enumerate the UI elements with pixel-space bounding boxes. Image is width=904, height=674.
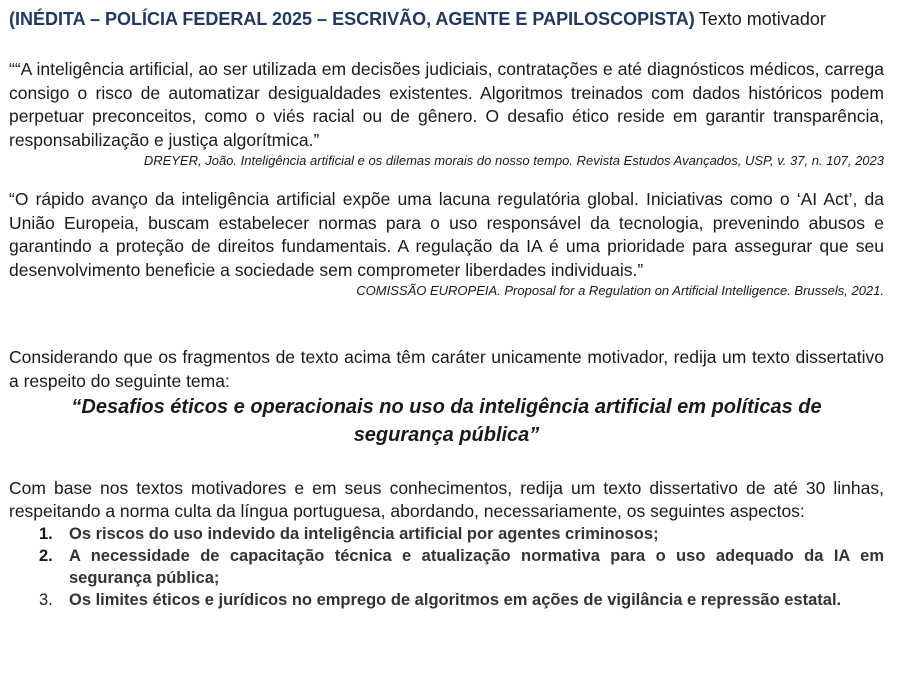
aspect-number: 3. xyxy=(39,591,53,609)
command-text: Considerando que os fragmentos de texto acima têm caráter unicamente motivador, redija um texto dissertativo a respeito do seguinte tema: xyxy=(9,347,884,391)
aspect-text: A necessidade de capacitação técnica e atualização normativa para o uso adequado da IA em segurança pública; xyxy=(69,547,884,587)
motivating-text-2: “O rápido avanço da inteligência artificial expõe uma lacuna regulatória global. Iniciativas como o ‘AI Act’, da União Europeia, buscam estabelecer normas para o uso responsável da tecnologia, prevenindo abusos e garantindo a proteção de direitos fundamentais. A regulação da IA é uma prioridade para assegurar que seu desenvolvimento beneficie a sociedade sem comprometer liberdades individuais.” xyxy=(9,189,884,280)
source-1: DREYER, João. Inteligência artificial e os dilemas morais do nosso tempo. Revista Estudos Avançados, USP, v. 37, n. 107, 2023 xyxy=(143,153,884,168)
aspect-item-2 xyxy=(39,545,884,589)
essay-theme: “Desafios éticos e operacionais no uso da inteligência artificial em políticas de segurança pública” xyxy=(71,396,822,446)
aspect-number: 2. xyxy=(39,547,53,565)
aspect-number: 1. xyxy=(39,525,53,543)
header-subtitle: Texto motivador xyxy=(698,9,826,29)
instructions-text: Com base nos textos motivadores e em seus conhecimentos, redija um texto dissertativo de até 30 linhas, respeitando a norma culta da língua portuguesa, abordando, necessariamente, os seguintes aspectos: xyxy=(9,478,884,521)
aspects-list xyxy=(9,523,884,611)
aspect-item-3 xyxy=(39,589,884,611)
aspect-text: Os riscos do uso indevido da inteligência artificial por agentes criminosos; xyxy=(69,525,659,543)
source-2 xyxy=(9,282,884,300)
aspect-item-1 xyxy=(39,523,884,545)
header xyxy=(9,6,884,32)
source-2-text: COMISSÃO EUROPEIA. Proposal for a Regulation on Artificial Intelligence. Brussels, 2021. xyxy=(356,283,884,298)
motivating-text-1: ““A inteligência artificial, ao ser utilizada em decisões judiciais, contratações e até diagnósticos médicos, carrega consigo o risco de automatizar desigualdades existentes. Algoritmos treinados com dados históricos podem perpetuar preconceitos, como o viés racial ou de gênero. O desafio ético reside em garantir transparência, responsabilização e justiça algorítmica.” xyxy=(9,59,884,150)
aspect-text: Os limites éticos e jurídicos no emprego de algoritmos em ações de vigilância e repressão estatal. xyxy=(69,591,842,609)
header-title: (INÉDITA – POLÍCIA FEDERAL 2025 – ESCRIVÃO, AGENTE E PAPILOSCOPISTA) xyxy=(9,9,695,29)
